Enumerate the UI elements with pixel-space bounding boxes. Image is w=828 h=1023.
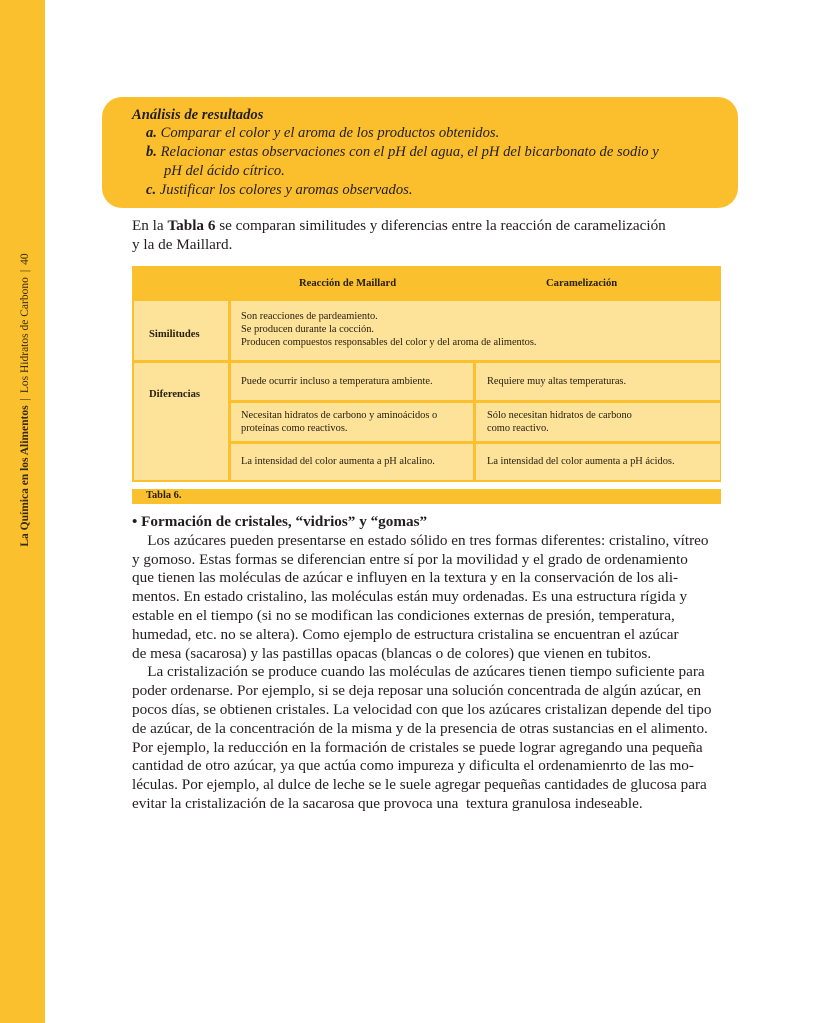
intro-paragraph: En la Tabla 6 se comparan similitudes y diferencias entre la reacción de caramelización y la de Maillard. xyxy=(132,217,666,253)
table-caption: Tabla 6. xyxy=(146,490,182,501)
diferencia-2-maillard-line1: Necesitan hidratos de carbono y aminoácidos o xyxy=(241,410,438,421)
diferencia-3-caramel: La intensidad del color aumenta a pH ácidos. xyxy=(487,456,675,467)
header-caramelizacion: Caramelización xyxy=(546,278,618,289)
row-label-cell-diferencias xyxy=(134,363,228,480)
diferencia-1-maillard: Puede ocurrir incluso a temperatura ambiente. xyxy=(241,376,433,387)
diferencia-3-maillard: La intensidad del color aumenta a pH alcalino. xyxy=(241,456,435,467)
page-number: 40 xyxy=(19,253,31,265)
analysis-box xyxy=(102,97,738,208)
diferencia-2-caramel-line2: como reactivo. xyxy=(487,423,549,434)
body-line: de azúcar, de la concentración de la misma y de la presencia de otras sustancias en el alimento. xyxy=(132,719,708,737)
body-line: humedad, etc. no se altera). Como ejemplo de estructura cristalina se encuentran el azúcar xyxy=(132,625,679,643)
body-line: de mesa (sacarosa) y las pastillas opacas (blancas o de colores) que vienen en tubitos. xyxy=(132,644,652,662)
analysis-item-c: c. Justificar los colores y aromas observados. xyxy=(146,182,413,198)
similitud-3: Producen compuestos responsables del color y del aroma de alimentos. xyxy=(241,337,537,348)
body-line: que tienen las moléculas de azúcar e influyen en la textura y en la conservación de los ali- xyxy=(132,569,679,587)
analysis-item-a: a. Comparar el color y el aroma de los productos obtenidos. xyxy=(146,125,500,141)
analysis-item-b-cont: pH del ácido cítrico. xyxy=(164,163,285,179)
body-line: léculas. Por ejemplo, al dulce de leche se le suele agregar pequeñas cantidades de glucosa para xyxy=(132,776,707,794)
body-line: evitar la cristalización de la sacarosa que provoca una textura granulosa indeseable. xyxy=(132,794,643,812)
body-line: estable en el tiempo (si no se modifican las condiciones externas de presión, temperatura, xyxy=(132,606,675,624)
body-line: mentos. En estado cristalino, las moléculas están muy ordenadas. Es una estructura rígida y xyxy=(132,588,688,606)
table-reference: Tabla 6 xyxy=(167,217,216,234)
diferencia-2-caramel-line1: Sólo necesitan hidratos de carbono xyxy=(487,410,632,421)
table-caption-bar xyxy=(132,489,721,504)
similitud-1: Son reacciones de pardeamiento. xyxy=(241,311,378,322)
running-header: La Química en los Alimentos|Los Hidratos de Carbono|40 xyxy=(19,253,31,547)
analysis-title: Análisis de resultados xyxy=(132,107,264,123)
similitud-2: Se producen durante la cocción. xyxy=(241,324,375,335)
analysis-item-b: b. Relacionar estas observaciones con el pH del agua, el pH del bicarbonato de sodio y xyxy=(146,144,659,160)
chapter-title: Los Hidratos de Carbono xyxy=(19,277,31,394)
row-label-diferencias: Diferencias xyxy=(149,389,200,400)
body-line: Los azúcares pueden presentarse en estado sólido en tres formas diferentes: cristalino, vítreo xyxy=(132,531,709,549)
section-heading: • Formación de cristales, “vidrios” y “gomas” xyxy=(132,513,428,530)
header-maillard: Reacción de Maillard xyxy=(299,278,397,289)
body-line: y gomoso. Estas formas se diferencian entre sí por la movilidad y el grado de ordenamiento xyxy=(132,550,688,568)
body-line: La cristalización se produce cuando las moléculas de azúcares tienen tiempo suficiente para xyxy=(132,663,705,681)
body-line: Por ejemplo, la reducción en la formación de cristales se puede lograr agregando una pequeña xyxy=(132,738,703,756)
body-line: poder ordenarse. Por ejemplo, si se deja reposar una solución concentrada de algún azúcar, en xyxy=(132,682,702,700)
section-crystals xyxy=(132,513,732,814)
body-line: pocos días, se obtienen cristales. La velocidad con que los azúcares cristalizan depende del tipo xyxy=(132,700,712,718)
diferencia-2-maillard-line2: proteínas como reactivos. xyxy=(241,423,348,434)
body-line: cantidad de otro azúcar, ya que actúa como impureza y dificulta el ordenamienrto de las mo- xyxy=(132,757,694,775)
row-label-similitudes: Similitudes xyxy=(149,329,200,340)
book-title: La Química en los Alimentos xyxy=(19,405,31,547)
diferencia-1-caramel: Requiere muy altas temperaturas. xyxy=(487,376,627,387)
